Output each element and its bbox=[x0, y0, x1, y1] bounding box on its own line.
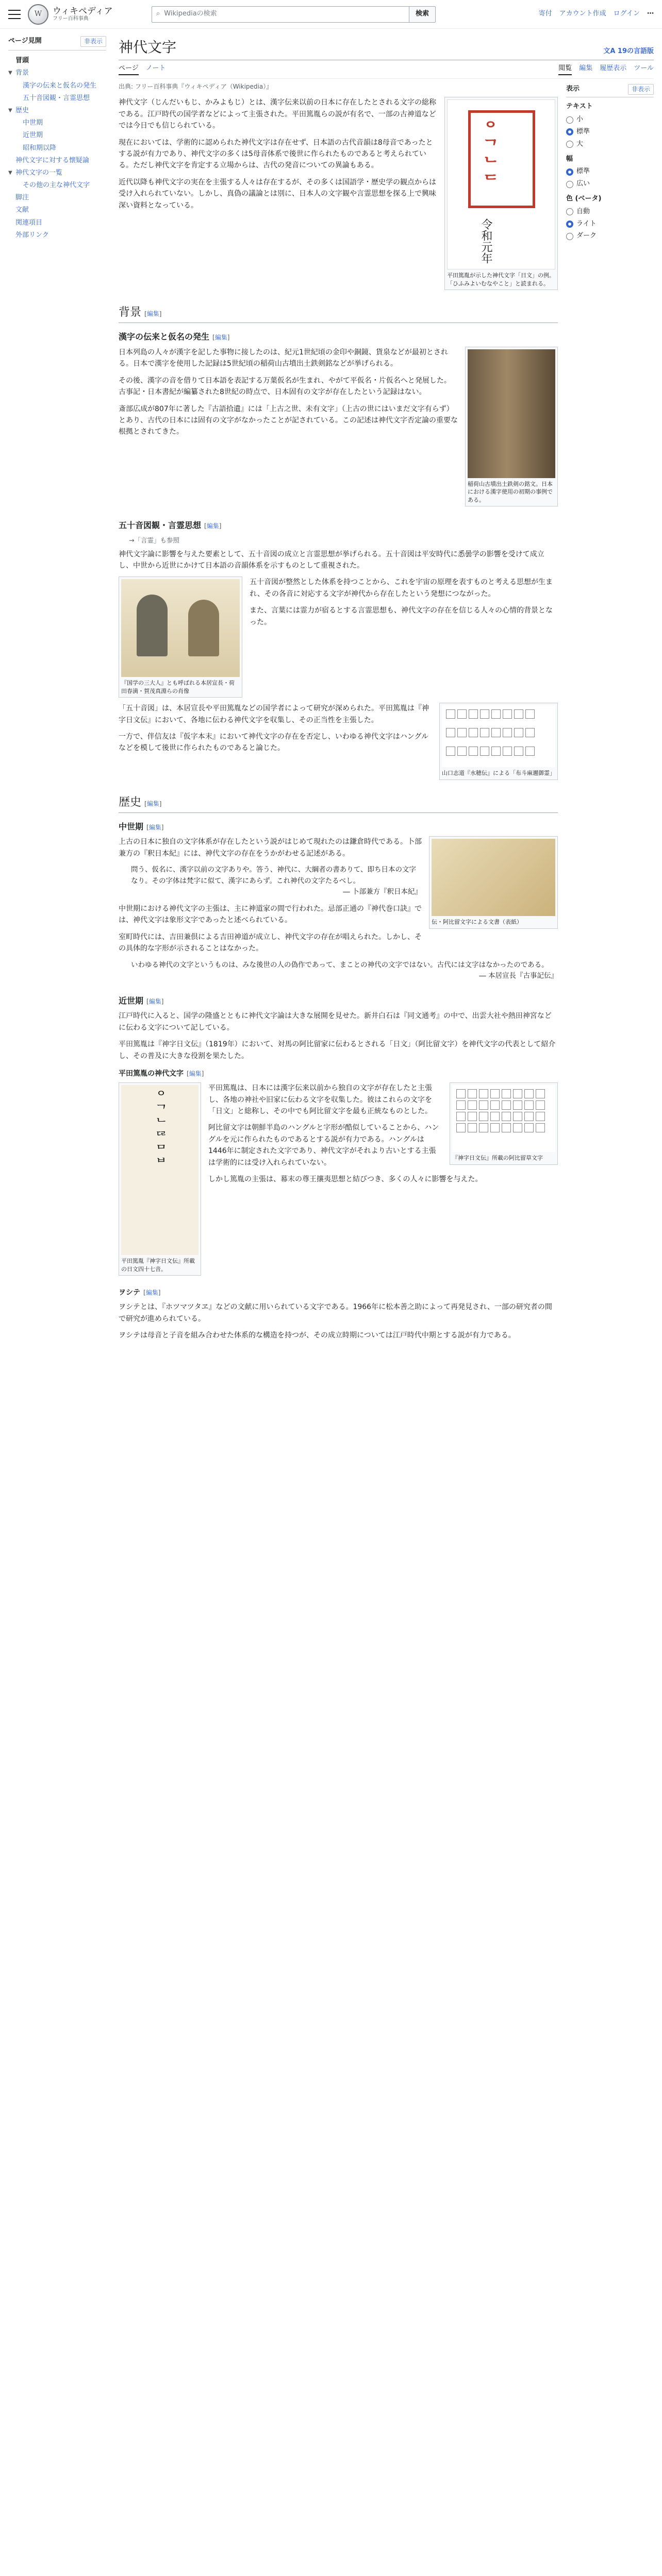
toc-item[interactable] bbox=[8, 92, 106, 105]
toc-item-label: 脚注 bbox=[15, 194, 29, 202]
toc-item[interactable] bbox=[8, 192, 106, 204]
quote-1: 問う、仮名に、漢字以前の文字ありや。答う、神代に、大綱者の書ありて、即ち日本の文字なり。その字体は梵字に似て、漢字にあらず。これ神代の文字たるべし。 ― 卜部兼方『釈日本紀』 bbox=[131, 865, 558, 898]
section-kanji: 漢字の伝来と仮名の発生 [編集] bbox=[119, 332, 230, 342]
toc-item[interactable] bbox=[8, 229, 106, 242]
color-radio[interactable] bbox=[566, 207, 654, 217]
infobox-image bbox=[444, 97, 558, 290]
gojuon-main-link[interactable]: →「言霊」も参照 bbox=[129, 536, 179, 544]
toc-item-label: 背景 bbox=[15, 69, 29, 77]
width-label: 標準 bbox=[576, 167, 590, 176]
width-title: 幅 bbox=[566, 155, 573, 163]
radio-icon[interactable] bbox=[566, 128, 573, 135]
chevron-down-icon[interactable]: ▼ bbox=[8, 170, 12, 176]
color-radio[interactable] bbox=[566, 219, 654, 230]
portrait-image[interactable] bbox=[121, 579, 240, 677]
toc-item-label: 中世期 bbox=[23, 119, 43, 127]
radio-icon[interactable] bbox=[566, 141, 573, 148]
toc-item[interactable] bbox=[8, 129, 106, 142]
script-table-image[interactable] bbox=[452, 1085, 555, 1152]
text-size-radio[interactable] bbox=[566, 114, 654, 125]
language-button[interactable]: 文A 19の言語版 bbox=[603, 47, 654, 55]
gojuon-para-2: 五十音図が整然とした体系を持つことから、これを宇宙の原理を表すものと考える思想が生まれ、その各音に対応する文字が神代から存在したという発想につながった。 bbox=[250, 578, 553, 598]
tab-tools[interactable]: ツール bbox=[634, 64, 654, 73]
site-logo[interactable] bbox=[28, 4, 141, 25]
login-link[interactable]: ログイン bbox=[613, 10, 640, 18]
quote-2: いわゆる神代の文字というものは、みな後世の人の偽作であって、まことの神代の文字ではない。古代には文字はなかったのである。 ― 本居宣長『古事記伝』 bbox=[131, 960, 558, 982]
kanji-thumb-caption: 稲荷山古墳出土鉄剣の銘文。日本における漢字使用の初期の事例である。 bbox=[468, 480, 553, 503]
menu-icon[interactable] bbox=[8, 10, 21, 19]
toc-item-label: 関連項目 bbox=[15, 218, 43, 227]
main-content bbox=[106, 29, 654, 1347]
chart-image[interactable] bbox=[442, 705, 555, 767]
toc-item-label: 神代文字に対する懐疑論 bbox=[15, 156, 90, 164]
text-size-title: テキスト bbox=[566, 103, 593, 111]
section-hotsuma: ヲシテ [編集] bbox=[119, 1289, 161, 1297]
toc-sidebar bbox=[8, 29, 106, 1347]
hirata-para-2: 阿比留文字は朝鮮半島のハングルと字形が酷似していることから、ハングルを元に作られたものであるとする説が有力である。ハングルは1446年に制定された文字であり、神代文字がそれより古いとする主張は学術的には受け入れられていない。 bbox=[208, 1124, 439, 1167]
toc-item-label: 五十音図観・言霊思想 bbox=[23, 94, 90, 102]
toc-item-label: 神代文字の一覧 bbox=[15, 168, 63, 177]
tab-edit[interactable]: 編集 bbox=[579, 64, 593, 73]
toc-item[interactable] bbox=[8, 142, 106, 155]
section-background: 背景 [編集] bbox=[119, 303, 558, 323]
toc-item[interactable] bbox=[8, 179, 106, 192]
kanji-para-1: 日本列島の人々が漢字を記した事物に接したのは、紀元1世紀頃の金印や銅鏡、貨泉などが最初とされる。日本で漢字を使用した記録は5世紀頃の稲荷山古墳出土鉄剣銘などが挙げられる。 bbox=[119, 348, 448, 368]
toc-item[interactable] bbox=[8, 55, 106, 67]
section-modern: 近世期 [編集] bbox=[119, 995, 164, 1006]
appearance-title: 表示 bbox=[566, 85, 580, 93]
section-history: 歴史 [編集] bbox=[119, 793, 558, 813]
intro-para-3: 近代以降も神代文字の実在を主張する人々は存在するが、その多くは国語学・歴史学の観点からは受け入れられていない。しかし、真偽の議論とは別に、日本人の文字観や言霊思想を探る上で興味深い資料となっている。 bbox=[119, 178, 436, 210]
infobox-caption: 平田篤胤が示した神代文字「日文」の例。「ひふみよいむなやこと」と読まれる。 bbox=[447, 272, 555, 287]
medieval-thumb bbox=[429, 836, 558, 928]
kanji-para-3: 斎部広成が807年に著した『古語拾遺』には「上古之世、未有文字」（上古の世にはいまだ文字有らず）とあり、古代の日本には固有の文字がなかったことが記されている。この記述は神代文字否定論の重要な根拠とされてきた。 bbox=[119, 404, 458, 436]
radio-icon[interactable] bbox=[566, 168, 573, 176]
gojuon-para-3: また、言葉には霊力が宿るとする言霊思想も、神代文字の存在を信じる人々の心情的背景となった。 bbox=[250, 606, 553, 626]
page-title: 神代文字 bbox=[119, 39, 177, 56]
toc-item-label: 外部リンク bbox=[15, 231, 49, 239]
appearance-panel bbox=[566, 79, 654, 1346]
section-medieval: 中世期 [編集] bbox=[119, 821, 164, 832]
gojuon-thumb-caption: 『国学の三大人』とも呼ばれる本居宣長・荷田春満・賀茂真淵らの肖像 bbox=[121, 680, 235, 694]
modern-para-1: 江戸時代に入ると、国学の隆盛とともに神代文字論は大きな展開を見せた。新井白石は『同文通考』の中で、出雲大社や熱田神宮などに伝わる文字について記している。 bbox=[119, 1012, 552, 1032]
width-label: 広い bbox=[576, 180, 590, 188]
section-hirata: 平田篤胤の神代文字 [編集] bbox=[119, 1069, 204, 1078]
toc-item[interactable] bbox=[8, 155, 106, 167]
radio-icon[interactable] bbox=[566, 116, 573, 124]
text-size-radio[interactable] bbox=[566, 127, 654, 138]
search-icon: ⌕ bbox=[156, 10, 160, 18]
tab-talk[interactable]: ノート bbox=[145, 64, 166, 73]
color-label: ダーク bbox=[576, 232, 597, 240]
hotsuma-para-1: ヲシテとは、『ホツマツタヱ』などの文献に用いられている文字である。1966年に松本善之助によって再発見され、一部の研究者の間で研究が進められている。 bbox=[119, 1303, 552, 1323]
script-image[interactable]: ᄋᄀᄂᄃᄅᄆᄇ bbox=[121, 1085, 198, 1255]
hirata-para-3: しかし篤胤の主張は、幕末の尊王攘夷思想と結びつき、多くの人々に影響を与えた。 bbox=[208, 1175, 483, 1184]
color-label: 自動 bbox=[576, 207, 590, 215]
gojuon-para-1: 神代文字論に影響を与えた要素として、五十音図の成立と言霊思想が挙げられる。五十音図は平安時代に悉曇学の影響を受けて成立し、中世から近世にかけて日本語の音韻体系を示すものとして重視された。 bbox=[119, 550, 544, 570]
text-size-label: 小 bbox=[576, 115, 584, 124]
toc-hide-button[interactable]: 非表示 bbox=[80, 36, 106, 47]
seal-image[interactable]: ᄋᄀᄂᄃ 令和元年 bbox=[447, 99, 555, 269]
toc-item-label: 近世期 bbox=[23, 131, 43, 140]
radio-icon[interactable] bbox=[566, 221, 573, 228]
medieval-para-3: 室町時代には、吉田兼倶による吉田神道が成立し、神代文字の存在が唱えられた。しかし、その具体的な字形が示されることはなかった。 bbox=[119, 933, 422, 953]
medieval-thumb-caption: 伝・阿比留文字による文書（表紙） bbox=[432, 919, 522, 926]
color-radio[interactable] bbox=[566, 231, 654, 242]
text-size-radio[interactable] bbox=[566, 139, 654, 150]
chevron-down-icon[interactable]: ▼ bbox=[8, 107, 12, 113]
radio-icon[interactable] bbox=[566, 233, 573, 240]
quote-2-source: ― 本居宣長『古事記伝』 bbox=[479, 972, 558, 980]
tab-page[interactable]: ページ bbox=[119, 63, 139, 75]
search-button[interactable]: 検索 bbox=[409, 6, 436, 23]
hirata-thumb2-caption: 『神字日文伝』所載の阿比留草文字 bbox=[452, 1155, 543, 1162]
intro-para-1: 神代文字（じんだいもじ、かみよもじ）とは、漢字伝来以前の日本に存在したとされる文字の総称である。江戸時代の国学者などによって主張された。平田篤胤らの説が有名で、一部の古神道などでは今日でも信じられている。 bbox=[119, 98, 436, 130]
donate-link[interactable]: 寄付 bbox=[538, 10, 552, 18]
chevron-down-icon[interactable]: ▼ bbox=[8, 70, 12, 76]
color-options bbox=[566, 207, 654, 242]
sword-image[interactable] bbox=[468, 349, 555, 478]
toc-item[interactable] bbox=[8, 80, 106, 92]
medieval-para-2: 中世期における神代文字の主張は、主に神道家の間で行われた。忌部正通の『神代巻口訣』では、神代文字は象形文字であったと述べられている。 bbox=[119, 905, 422, 925]
search-input[interactable] bbox=[152, 6, 409, 23]
tab-history[interactable]: 履歴表示 bbox=[600, 64, 627, 73]
section-gojuon: 五十音図観・言霊思想 [編集] bbox=[119, 520, 222, 531]
radio-icon[interactable] bbox=[566, 181, 573, 188]
gojuon-thumb2-caption: 山口志道『水穂伝』による「布斗麻邇御霊」 bbox=[442, 770, 555, 777]
tagline: 出典: フリー百科事典『ウィキペディア（Wikipedia）』 bbox=[119, 83, 273, 91]
toc-item-label: 歴史 bbox=[15, 106, 29, 114]
intro-para-2: 現在においては、学術的に認められた神代文字は存在せず、日本語の古代音韻は8母音であったとする説が有力であり、神代文字の多くは5母音体系で後世に作られたものであると考えられている。ただし神代文字を肯定する立場からは、古代の発音についての異論もある。 bbox=[119, 138, 433, 170]
toc-item[interactable] bbox=[8, 67, 106, 79]
toc-item-label: 文献 bbox=[15, 206, 29, 214]
user-links bbox=[539, 9, 654, 20]
appearance-hide-button[interactable]: 非表示 bbox=[628, 84, 654, 95]
toc-item-label: 昭和期以降 bbox=[23, 144, 57, 152]
hotsuma-para-2: ヲシテは母音と子音を組み合わせた体系的な構造を持つが、その成立時期については江戸時代中期とする説が有力である。 bbox=[119, 1331, 516, 1340]
toc-item-label: 漢字の伝来と仮名の発生 bbox=[23, 81, 97, 90]
kanji-thumb bbox=[465, 347, 558, 506]
modern-para-2: 平田篤胤は『神字日文伝』（1819年）において、対馬の阿比留家に伝わるとされる「日文」（阿比留文字）を神代文字の代表として紹介し、その普及に大きな役割を果たした。 bbox=[119, 1040, 556, 1060]
toc-item[interactable] bbox=[8, 167, 106, 179]
toc-item-label: その他の主な神代文字 bbox=[23, 181, 90, 190]
kanji-para-2: その後、漢字の音を借りて日本語を表記する万葉仮名が生まれ、やがて平仮名・片仮名へと発展した。古事記・日本書紀が編纂された8世紀の時点で、日本固有の文字が存在したという記録はない。 bbox=[119, 376, 451, 397]
site-title: ウィキペディア bbox=[53, 6, 113, 16]
article-body bbox=[119, 79, 566, 1346]
more-icon[interactable]: ⋯ bbox=[647, 10, 654, 18]
toc-item[interactable] bbox=[8, 217, 106, 229]
tab-read[interactable]: 閲覧 bbox=[558, 63, 572, 75]
toc-list bbox=[8, 55, 106, 242]
toc-item[interactable] bbox=[8, 204, 106, 216]
medieval-para-1: 上古の日本に独自の文字体系が存在したという説がはじめて現れたのは鎌倉時代である。卜部兼方の『釈日本紀』には、神代文字の存在をうかがわせる記述がある。 bbox=[119, 838, 422, 858]
toc-item-label: 冒頭 bbox=[15, 57, 29, 65]
gojuon-thumb2 bbox=[439, 703, 558, 779]
toc-item[interactable] bbox=[8, 105, 106, 117]
hirata-thumb2 bbox=[450, 1082, 558, 1164]
color-title: 色 (ベータ) bbox=[566, 194, 602, 202]
width-radio[interactable] bbox=[566, 179, 654, 190]
wikipedia-globe-icon: W bbox=[28, 4, 48, 25]
text-size-label: 標準 bbox=[576, 127, 590, 135]
toc-item[interactable] bbox=[8, 117, 106, 129]
hirata-thumb bbox=[119, 1082, 201, 1276]
search-placeholder: Wikipediaの検索 bbox=[164, 10, 217, 18]
site-subtitle: フリー百科事典 bbox=[53, 16, 89, 22]
toc-title: ページ見開 bbox=[8, 37, 42, 45]
radio-icon[interactable] bbox=[566, 208, 573, 215]
color-label: ライト bbox=[576, 219, 597, 228]
text-size-label: 大 bbox=[576, 140, 584, 148]
gojuon-thumb bbox=[119, 577, 242, 698]
document-image[interactable] bbox=[432, 839, 555, 916]
gojuon-para-4: 「五十音図」は、本居宣長や平田篤胤などの国学者によって研究が深められた。平田篤胤は『神字日文伝』において、各地に伝わる神代文字を収集し、その正当性を主張した。 bbox=[119, 704, 429, 724]
create-account-link[interactable]: アカウント作成 bbox=[559, 10, 606, 18]
gojuon-para-5: 一方で、伴信友は『仮字本末』において神代文字の存在を否定し、いわゆる神代文字はハングルなどを模して後世に作られたものであると論じた。 bbox=[119, 733, 429, 753]
page-tabs bbox=[119, 60, 654, 79]
text-size-options bbox=[566, 114, 654, 149]
search-form bbox=[152, 6, 436, 23]
site-header bbox=[0, 0, 662, 29]
hirata-para-1: 平田篤胤は、日本には漢字伝来以前から独自の文字が存在したと主張し、各地の神社や旧家に伝わる文字を収集した。彼はこれらの文字を「日文」と総称し、その中でも阿比留文字を最も正統なものとした。 bbox=[208, 1084, 432, 1116]
width-radio[interactable] bbox=[566, 166, 654, 177]
width-options bbox=[566, 166, 654, 190]
quote-1-source: ― 卜部兼方『釈日本紀』 bbox=[343, 888, 422, 896]
hirata-thumb-caption: 平田篤胤『神字日文伝』所載の日文四十七音。 bbox=[121, 1258, 195, 1273]
